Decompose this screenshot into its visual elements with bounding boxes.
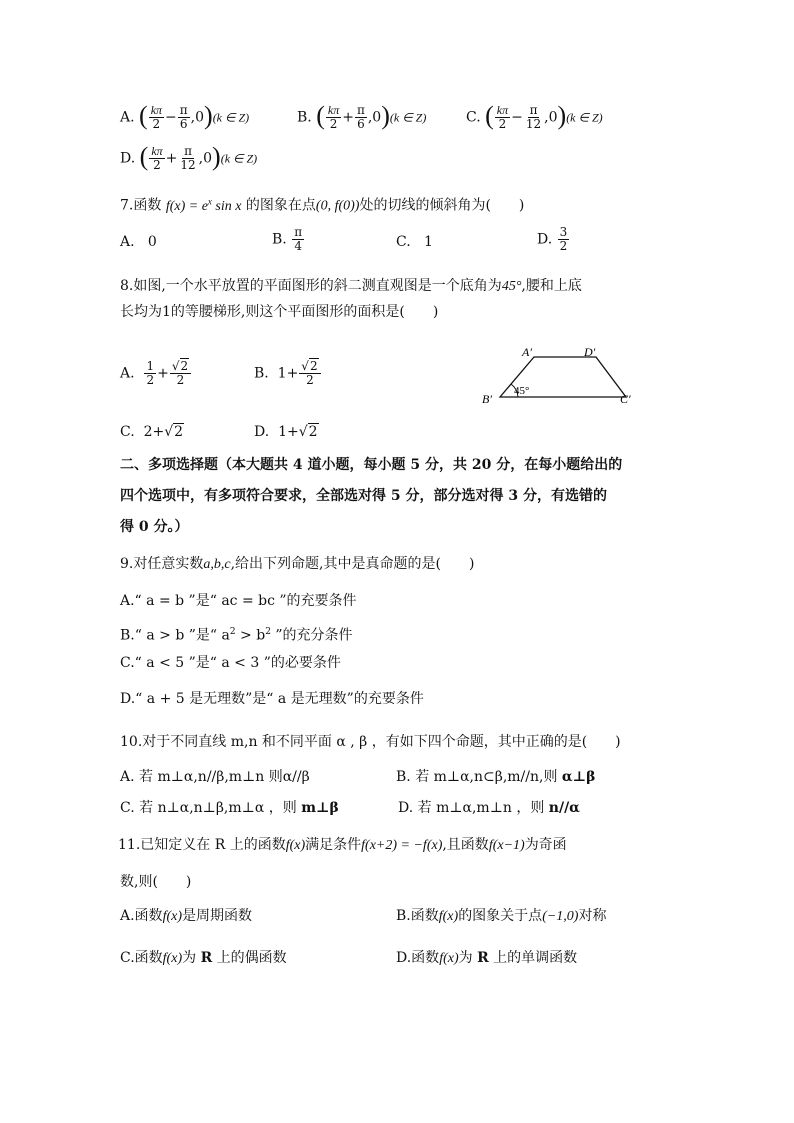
q8-option-d: D. 1+√2: [254, 424, 318, 440]
q9-option-c: C.“ a < 5 ”是“ a < 3 ”的必要条件: [120, 655, 341, 671]
q8-option-c: C. 2+√2: [120, 424, 184, 440]
q11-option-c: C.函数f(x)为 R 上的偶函数: [120, 950, 287, 966]
q7-option-c: C. 1: [396, 234, 433, 250]
q8-stem-line1: 8.如图,一个水平放置的平面图形的斜二测直观图是一个底角为45°,腰和上底: [120, 278, 582, 294]
q8-stem-line2: 长均为1的等腰梯形,则这个平面图形的面积是( ): [120, 304, 439, 320]
trapezoid-figure: [478, 345, 638, 405]
q8-option-a: A. $\frac{1}{2}$ + $\frac{√2}{2}$: [120, 360, 192, 387]
section2-line2: 四个选项中，有多项符合要求，全部选对得 5 分，部分选对得 3 分，有选错的: [120, 488, 607, 504]
q9-option-b: B.“ a > b ”是“ $a^2 > b^2$ ”的充分条件: [120, 627, 353, 644]
q7-option-a: A. 0: [120, 234, 157, 250]
q10-option-a: A. 若 m⊥α,n//β,m⊥n 则α//β: [120, 769, 310, 785]
q9-stem: 9.对任意实数a,b,c,给出下列命题,其中是真命题的是( ): [120, 556, 475, 572]
q11-stem-line1: 11.已知定义在 R 上的函数f(x)满足条件f(x+2) = −f(x),且函数f(x−1)为奇函: [118, 837, 567, 853]
q10-stem: 10.对于不同直线 m,n 和不同平面 α , β ，有如下四个命题，其中正确的是( ): [120, 734, 621, 750]
q7-option-b: B. $\frac{\pi}{4}$: [272, 225, 303, 253]
q6-option-c: C. ( $\frac{k\pi}{2}$ − $\frac{\pi}{12}$ ,0)(k ∈ Z): [466, 100, 603, 131]
vertex-b-label: B′: [482, 392, 492, 405]
q7-option-d: D. $\frac{3}{2}$: [537, 225, 568, 253]
q8-option-b: B. 1+ $\frac{√2}{2}$: [254, 360, 322, 387]
q11-stem-line2: 数,则( ): [120, 874, 192, 890]
q11-option-a: A.函数f(x)是周期函数: [120, 908, 252, 924]
q6-option-b: B. ( $\frac{k\pi}{2}$ + $\frac{\pi}{6}$ ,0)(k ∈ Z): [297, 100, 427, 131]
vertex-a-label: A′: [522, 345, 532, 359]
section2-line1: 二、多项选择题（本大题共 4 道小题，每小题 5 分，共 20 分，在每小题给出的: [120, 457, 623, 473]
q6-option-d: D. ( $\frac{k\pi}{2}$ + $\frac{\pi}{12}$ ,0)(k ∈ Z): [120, 141, 258, 172]
q10-option-b: B. 若 m⊥α,n⊂β,m//n,则 α⊥β: [396, 769, 596, 785]
vertex-d-label: D′: [584, 345, 596, 359]
section2-line3: 得 0 分。）: [120, 519, 189, 535]
q7-stem: 7.函数 $f(x) = e^x$ sin x 的图象在点(0, f(0))处的切线的倾斜角为( ): [120, 196, 525, 214]
q10-option-c: C. 若 n⊥α,n⊥β,m⊥α ，则 m⊥β: [120, 800, 339, 816]
angle-label: 45°: [514, 385, 530, 397]
q6-option-a: A. ( $\frac{k\pi}{2}$ − $\frac{\pi}{6}$ ,0)(k ∈ Z): [120, 100, 250, 131]
q9-option-d: D.“ a + 5 是无理数”是“ a 是无理数”的充要条件: [120, 691, 424, 707]
q9-option-a: A.“ a = b ”是“ ac = bc ”的充要条件: [120, 593, 357, 609]
q11-option-d: D.函数f(x)为 R 上的单调函数: [396, 950, 578, 966]
q6-a-label: A.: [120, 109, 135, 126]
q11-option-b: B.函数f(x)的图象关于点(−1,0)对称: [396, 908, 607, 924]
q10-option-d: D. 若 m⊥α,m⊥n ，则 n//α: [398, 800, 580, 816]
vertex-c-label: C′: [620, 392, 631, 405]
